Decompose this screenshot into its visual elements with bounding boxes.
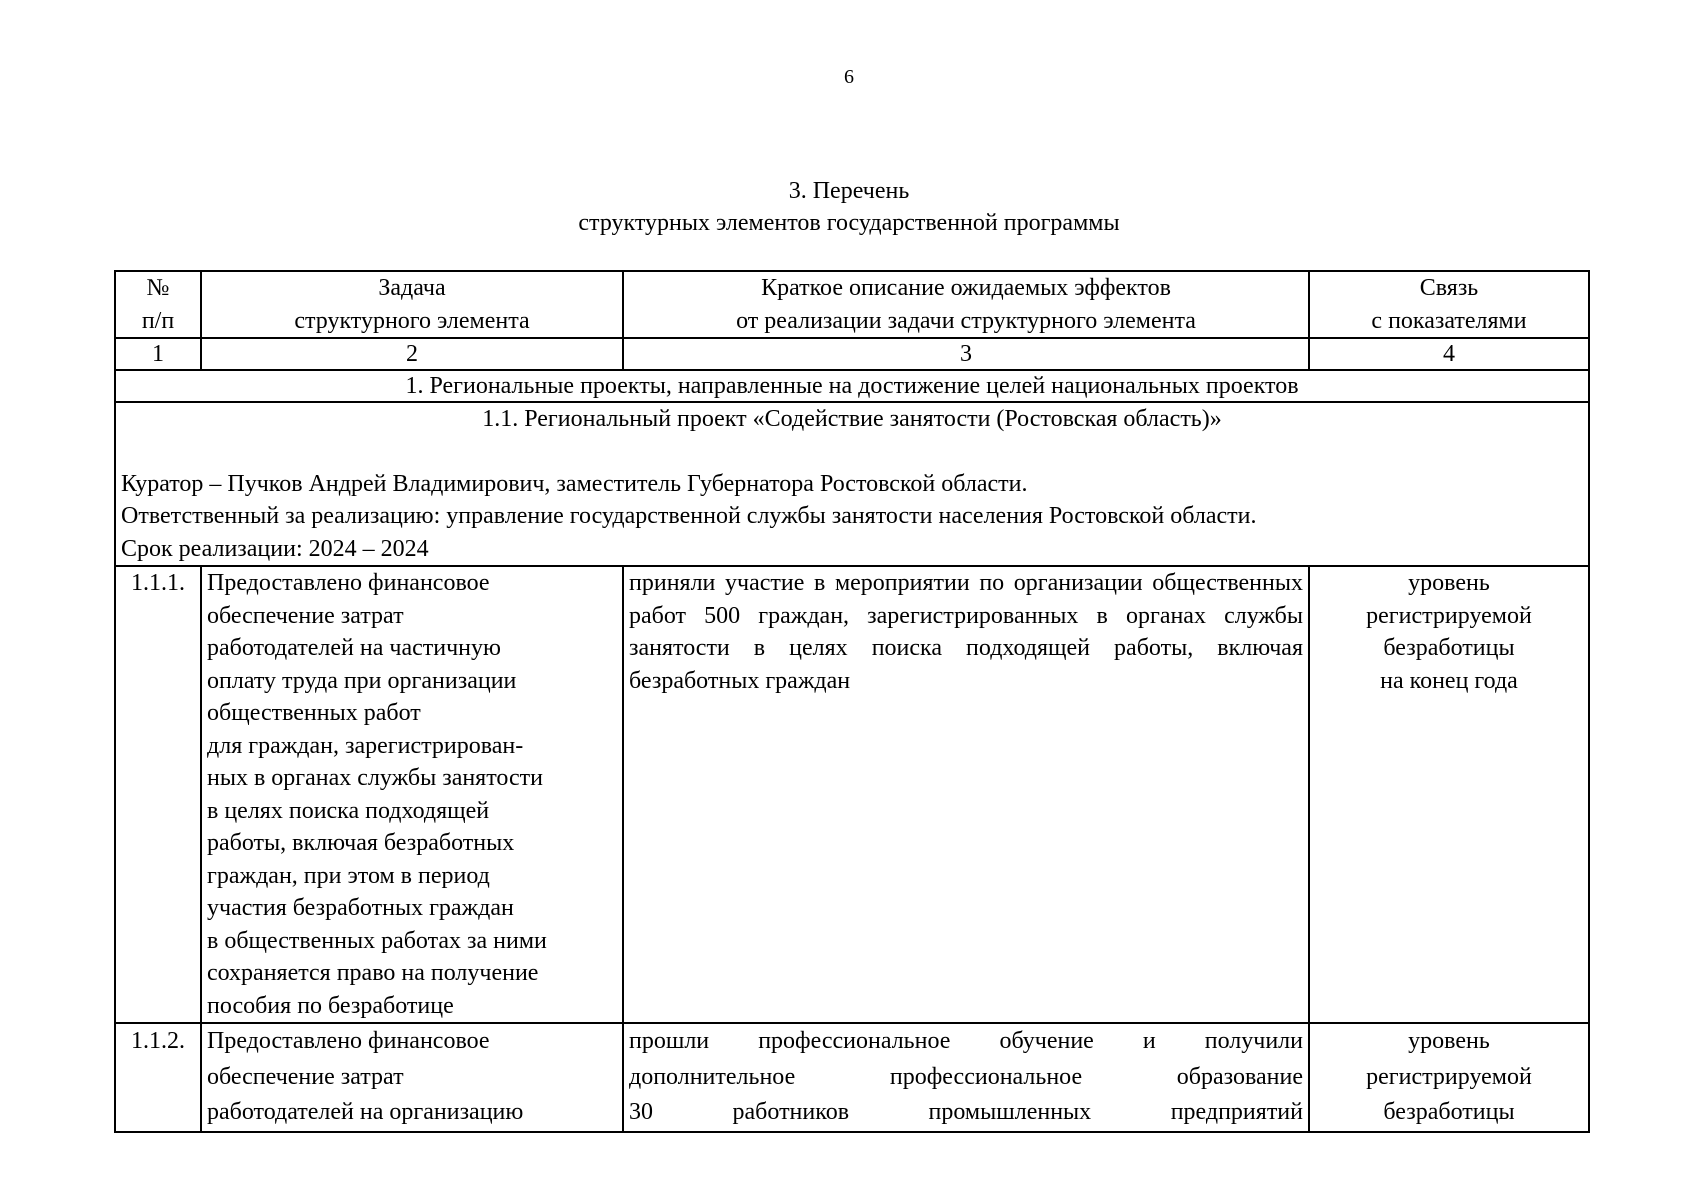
task-line: общественных работ: [207, 700, 421, 726]
task-line: граждан, при этом в период: [207, 862, 490, 889]
effect-line: прошли профессиональное обучение и получили: [629, 1028, 1303, 1054]
indicator-line: на конец года: [1380, 667, 1518, 694]
project-info: [115, 402, 1589, 566]
row-number: 1.1.2.: [115, 1023, 201, 1132]
effect-line: 30 работников промышленных предприятий: [629, 1099, 1303, 1125]
indicator-line: безработицы: [1383, 635, 1515, 661]
indicator-line: уровень: [1408, 570, 1490, 596]
header-effects: [623, 271, 1309, 338]
task-line: работодателей на организацию: [207, 1099, 524, 1125]
header-task: [201, 271, 623, 338]
column-number-row: [115, 338, 1589, 370]
indicator-line: безработицы: [1383, 1099, 1515, 1125]
document-title: [0, 175, 1698, 239]
header-indicators-line-1: Связь: [1419, 275, 1479, 301]
row-indicator: [1309, 566, 1589, 1023]
task-line: обеспечение затрат: [207, 1063, 404, 1090]
header-effects-line-1: Краткое описание ожидаемых эффектов: [761, 275, 1171, 301]
task-line: в целях поиска подходящей: [207, 797, 490, 824]
indicator-line: регистрируемой: [1366, 1063, 1532, 1090]
project-title: 1.1. Региональный проект «Содействие занятости (Ростовская область)»: [482, 406, 1222, 432]
project-row: [115, 402, 1589, 566]
task-line: Предоставлено финансовое: [207, 1028, 490, 1054]
task-line: Предоставлено финансовое: [207, 570, 490, 596]
row-task: [201, 1023, 623, 1132]
header-task-line-2: структурного элемента: [294, 307, 530, 334]
header-indicators: [1309, 271, 1589, 338]
task-line: в общественных работах за ними: [207, 927, 547, 954]
project-period: Срок реализации: 2024 – 2024: [121, 535, 429, 562]
header-effects-line-2: от реализации задачи структурного элемента: [736, 307, 1196, 334]
table-row: [115, 566, 1589, 1023]
row-indicator: [1309, 1023, 1589, 1132]
task-line: участия безработных граждан: [207, 895, 514, 921]
header-number-line-2: п/п: [141, 307, 175, 334]
column-number: 1: [115, 338, 201, 370]
header-indicators-line-2: с показателями: [1371, 307, 1527, 334]
task-line: оплату труда при организации: [207, 667, 517, 694]
column-number: 3: [623, 338, 1309, 370]
column-number: 4: [1309, 338, 1589, 370]
section-title: 1. Региональные проекты, направленные на достижение целей национальных проектов: [115, 370, 1589, 402]
task-line: пособия по безработице: [207, 992, 454, 1019]
table-row: [115, 1023, 1589, 1132]
row-number: 1.1.1.: [115, 566, 201, 1023]
section-row: [115, 370, 1589, 402]
indicator-line: регистрируемой: [1366, 602, 1532, 629]
effect-line: дополнительное профессиональное образование: [629, 1063, 1303, 1090]
task-line: работодателей на частичную: [207, 635, 501, 661]
row-effect: [623, 1023, 1309, 1132]
project-curator: Куратор – Пучков Андрей Владимирович, заместитель Губернатора Ростовской области.: [121, 470, 1028, 497]
header-number: [115, 271, 201, 338]
task-line: работы, включая безработных: [207, 830, 515, 856]
project-spacer: [121, 436, 1583, 468]
page-number: 6: [844, 66, 854, 88]
row-task: [201, 566, 623, 1023]
task-line: сохраняется право на получение: [207, 960, 539, 986]
header-task-line-1: Задача: [378, 275, 446, 301]
project-responsible: Ответственный за реализацию: управление государственной службы занятости населения Ростовской области.: [121, 503, 1257, 529]
row-effect: приняли участие в мероприятии по организации общественных работ 500 граждан, зарегистрированных в органах службы занятости в целях поиска подходящей работы, включая безработных граждан: [623, 566, 1309, 1023]
structural-elements-table: [114, 270, 1590, 1133]
title-line-1: 3. Перечень: [788, 178, 910, 204]
header-number-line-1: №: [146, 275, 170, 301]
table-header-row: [115, 271, 1589, 338]
title-line-2: структурных элементов государственной программы: [578, 210, 1120, 236]
column-number: 2: [201, 338, 623, 370]
task-line: для граждан, зарегистрирован-: [207, 732, 524, 759]
indicator-line: уровень: [1408, 1028, 1490, 1054]
task-line: обеспечение затрат: [207, 602, 404, 629]
task-line: ных в органах службы занятости: [207, 765, 543, 791]
